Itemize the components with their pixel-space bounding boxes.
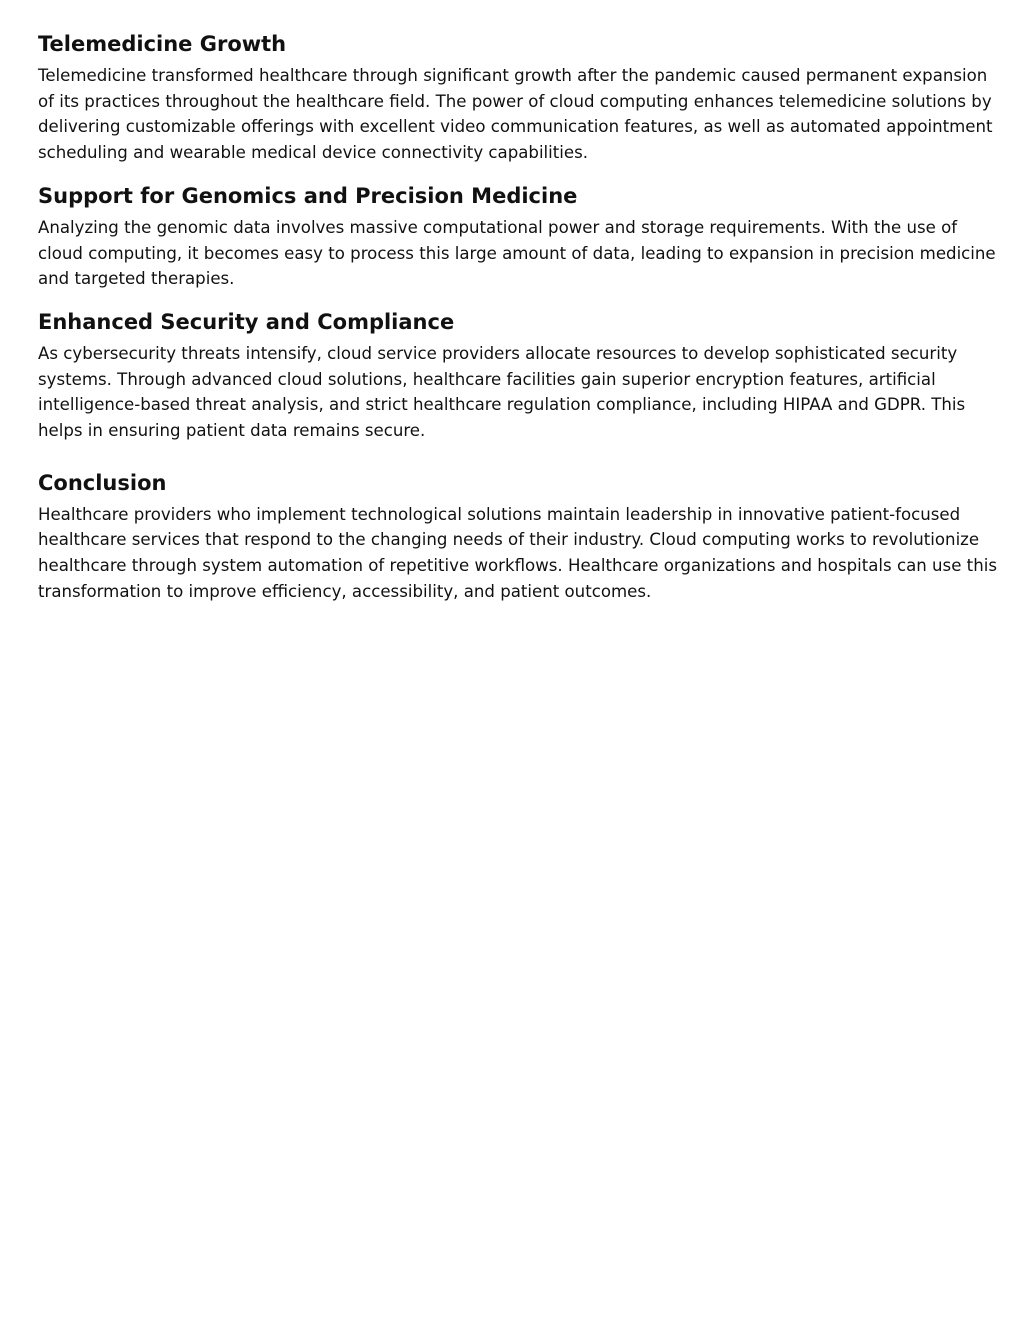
section-telemedicine-growth bbox=[38, 27, 1002, 166]
section-heading: Conclusion bbox=[38, 470, 167, 495]
document-page bbox=[38, 27, 1002, 605]
section-heading: Support for Genomics and Precision Medicine bbox=[38, 183, 578, 208]
section-paragraph: Healthcare providers who implement technological solutions maintain leadership in innovative patient-focused healthcare services that respond to the changing needs of their industry. Cloud computing works to revolutionize healthcare through system automation of repetitive workflows. Healthcare organizations and hospitals can use this transformation to improve efficiency, accessibility, and patient outcomes. bbox=[38, 504, 997, 601]
section-paragraph: Analyzing the genomic data involves massive computational power and storage requirements. With the use of cloud computing, it becomes easy to process this large amount of data, leading to expansion in precision medicine and targeted therapies. bbox=[38, 217, 996, 289]
section-paragraph: As cybersecurity threats intensify, cloud service providers allocate resources to develop sophisticated security systems. Through advanced cloud solutions, healthcare facilities gain superior encryption features, artificial intelligence-based threat analysis, and strict healthcare regulation compliance, including HIPAA and GDPR. This helps in ensuring patient data remains secure. bbox=[38, 343, 966, 441]
section-security-compliance bbox=[38, 305, 1002, 444]
section-genomics-precision-medicine bbox=[38, 179, 1002, 292]
section-heading: Enhanced Security and Compliance bbox=[38, 309, 455, 334]
section-heading: Telemedicine Growth bbox=[38, 32, 287, 56]
section-paragraph: Telemedicine transformed healthcare through significant growth after the pandemic caused permanent expansion of its practices throughout the healthcare field. The power of cloud computing enhances telemedicine solutions by delivering customizable offerings with excellent video communication features, as well as automated appointment scheduling and wearable medical device connectivity capabilities. bbox=[38, 66, 993, 163]
section-conclusion bbox=[38, 466, 1002, 605]
